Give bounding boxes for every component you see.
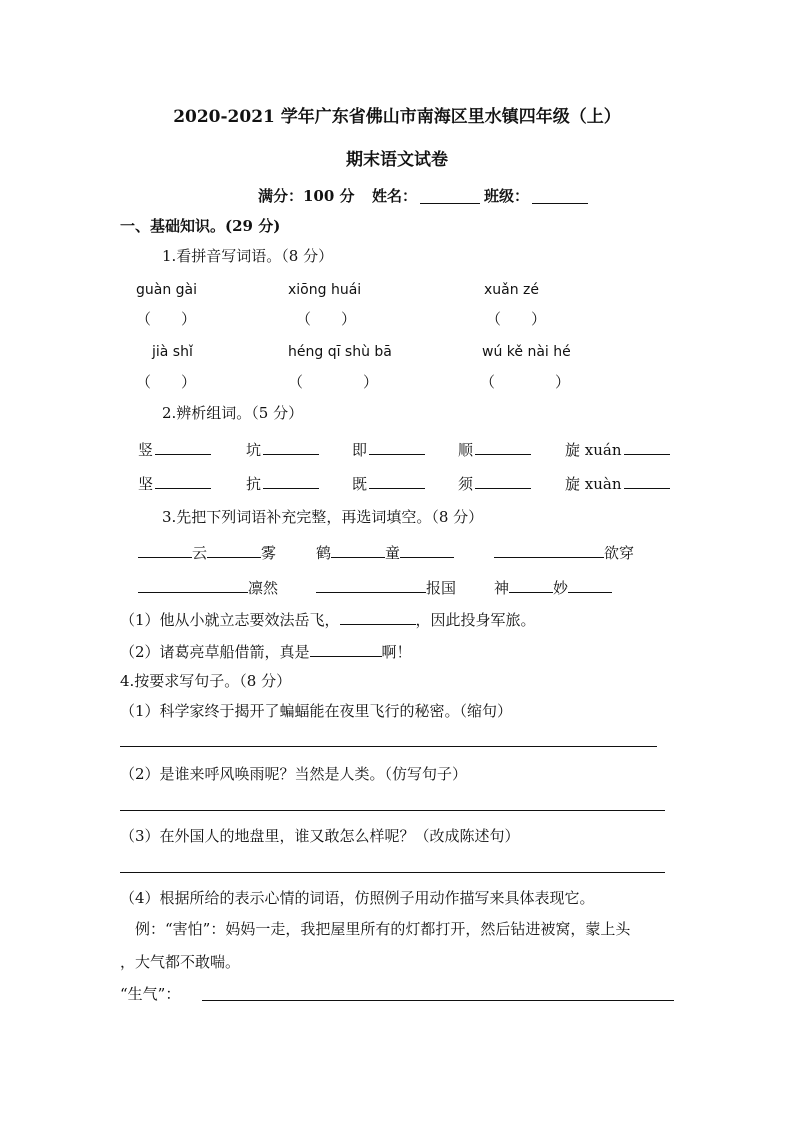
idiom-char: 雾 — [261, 543, 277, 562]
class-label: 班级： — [484, 187, 530, 205]
answer-box-4[interactable]: （ ） — [136, 373, 197, 391]
idiom-1 — [138, 541, 276, 562]
q2-char: 坑 — [246, 440, 262, 459]
idiom-chars: 凛然 — [248, 578, 279, 597]
q2-item — [246, 438, 319, 459]
q2-item — [352, 438, 425, 459]
q2-blank[interactable] — [155, 472, 211, 489]
idiom-blank[interactable] — [316, 576, 426, 593]
q2-blank[interactable] — [624, 472, 670, 489]
answer-line-1[interactable] — [120, 746, 657, 747]
class-field[interactable] — [532, 203, 588, 204]
score-label: 满分：100 分 — [258, 187, 355, 205]
idiom-blank[interactable] — [509, 576, 553, 593]
q2-char: 既 — [352, 474, 368, 493]
q2-blank[interactable] — [475, 472, 531, 489]
pinyin-1: guàn gài — [136, 282, 198, 298]
idiom-char: 妙 — [553, 578, 569, 597]
q2-blank[interactable] — [624, 438, 670, 455]
answer-line-3[interactable] — [120, 872, 665, 873]
pinyin-2: xiōng huái — [288, 282, 362, 298]
example-line-1: 例：“害怕”：妈妈一走，我把屋里所有的灯都打开，然后钻进被窝，蒙上头 — [135, 920, 631, 938]
answer-box-1[interactable]: （ ） — [136, 310, 197, 328]
q2-char: 须 — [458, 474, 474, 493]
idiom-blank[interactable] — [138, 541, 192, 558]
fill-sentence-1 — [120, 608, 536, 629]
idiom-blank[interactable] — [331, 541, 385, 558]
q4-prompt-3: （3）在外国人的地盘里，谁又敢怎么样呢？（改成陈述句） — [120, 827, 520, 845]
answer-box-2[interactable]: （ ） — [296, 310, 357, 328]
pinyin-4: jià shǐ — [152, 344, 193, 360]
idiom-blank[interactable] — [400, 541, 454, 558]
q2-char: 抗 — [246, 474, 262, 493]
sentence-text: （2）诸葛亮草船借箭，真是 — [120, 642, 310, 661]
q2-char: 竖 — [138, 440, 154, 459]
anger-prompt: “生气”： — [120, 985, 181, 1003]
page-subtitle: 期末语文试卷 — [346, 150, 448, 170]
idiom-2 — [316, 541, 454, 562]
q2-item — [352, 472, 425, 493]
sentence-blank[interactable] — [310, 640, 382, 657]
q2-char: 旋 xuán — [565, 440, 622, 459]
fill-sentence-2 — [120, 640, 412, 661]
idiom-blank[interactable] — [568, 576, 612, 593]
q2-char: 顺 — [458, 440, 474, 459]
q2-char: 即 — [352, 440, 368, 459]
idiom-char: 云 — [192, 543, 208, 562]
sentence-text: ，因此投身军旅。 — [415, 610, 536, 629]
name-field[interactable] — [420, 203, 480, 204]
sentence-text: （1）他从小就立志要效法岳飞， — [120, 610, 340, 629]
q4-title: 4.按要求写句子。（8 分） — [120, 672, 292, 690]
sentence-blank[interactable] — [340, 608, 416, 625]
example-line-2: ，大气都不敢喘。 — [120, 953, 241, 971]
q2-item — [565, 472, 670, 493]
idiom-3 — [494, 541, 634, 562]
q4-prompt-4: （4）根据所给的表示心情的词语，仿照例子用动作描写来具体表现它。 — [120, 889, 595, 907]
idiom-chars: 报国 — [426, 578, 457, 597]
idiom-5 — [316, 576, 456, 597]
idiom-char: 神 — [494, 578, 510, 597]
idiom-6 — [494, 576, 612, 597]
section-heading: 一、基础知识。(29 分) — [120, 217, 281, 235]
q2-item — [138, 472, 211, 493]
q2-blank[interactable] — [475, 438, 531, 455]
q2-char: 坚 — [138, 474, 154, 493]
q2-item — [138, 438, 211, 459]
answer-line-2[interactable] — [120, 810, 665, 811]
sentence-text: 啊！ — [381, 642, 412, 661]
idiom-char: 童 — [385, 543, 401, 562]
pinyin-3: xuǎn zé — [484, 282, 540, 298]
q2-item — [458, 438, 531, 459]
pinyin-6: wú kě nài hé — [482, 344, 571, 360]
pinyin-5: héng qī shù bā — [288, 344, 392, 360]
q2-blank[interactable] — [263, 472, 319, 489]
q3-title: 3.先把下列词语补充完整，再选词填空。（8 分） — [162, 508, 484, 526]
name-label: 姓名： — [372, 187, 418, 205]
q2-item — [458, 472, 531, 493]
answer-box-3[interactable]: （ ） — [486, 310, 547, 328]
answer-box-6[interactable]: （ ） — [480, 373, 571, 391]
answer-box-5[interactable]: （ ） — [288, 373, 379, 391]
q2-item — [565, 438, 670, 459]
q2-blank[interactable] — [155, 438, 211, 455]
q4-prompt-2: （2）是谁来呼风唤雨呢？当然是人类。（仿写句子） — [120, 765, 468, 783]
q2-blank[interactable] — [369, 438, 425, 455]
q2-blank[interactable] — [263, 438, 319, 455]
q2-title: 2.辨析组词。（5 分） — [162, 404, 304, 422]
answer-line-4[interactable] — [202, 1000, 674, 1001]
idiom-blank[interactable] — [207, 541, 261, 558]
page-title: 2020-2021 学年广东省佛山市南海区里水镇四年级（上） — [173, 107, 621, 127]
idiom-blank[interactable] — [494, 541, 604, 558]
idiom-chars: 欲穿 — [604, 543, 635, 562]
idiom-blank[interactable] — [138, 576, 248, 593]
idiom-char: 鹤 — [316, 543, 332, 562]
q4-prompt-1: （1）科学家终于揭开了蝙蝠能在夜里飞行的秘密。（缩句） — [120, 702, 513, 720]
q2-item — [246, 472, 319, 493]
q2-char: 旋 xuàn — [565, 474, 622, 493]
q2-blank[interactable] — [369, 472, 425, 489]
idiom-4 — [138, 576, 278, 597]
q1-title: 1.看拼音写词语。（8 分） — [162, 247, 334, 265]
